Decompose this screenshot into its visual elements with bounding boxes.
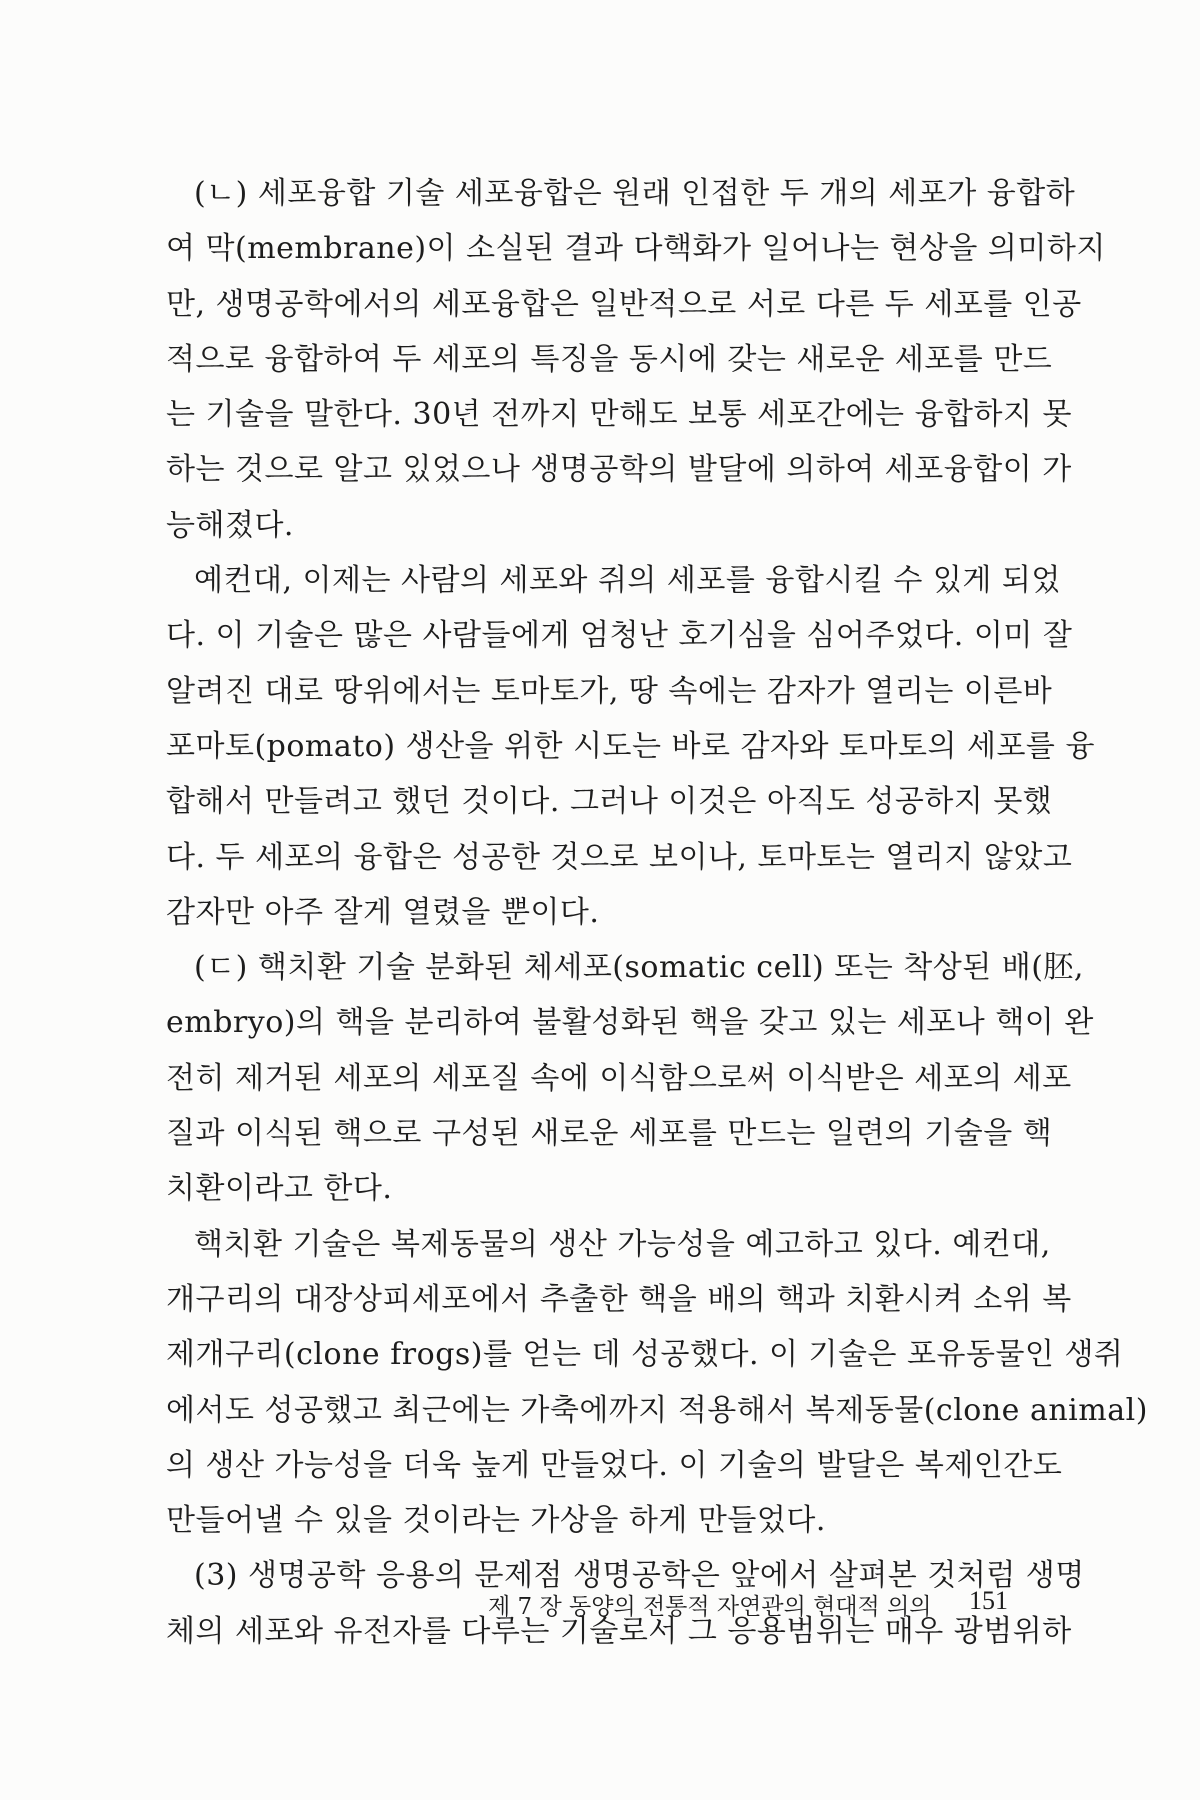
text-line: 다. 이 기술은 많은 사람들에게 엄청난 호기심을 심어주었다. 이미 잘: [166, 618, 1073, 654]
text-line: 는 기술을 말한다. 30년 전까지 만해도 보통 세포간에는 융합하지 못: [166, 397, 1073, 433]
text-line: 개구리의 대장상피세포에서 추출한 핵을 배의 핵과 치환시켜 소위 복: [166, 1281, 1072, 1317]
text-line: 여 막(membrane)이 소실된 결과 다핵화가 일어나는 현상을 의미하지: [166, 231, 1106, 267]
page-number: 151: [969, 1586, 1008, 1615]
text-line: 감자만 아주 잘게 열렸을 뿐이다.: [166, 894, 600, 930]
text-line: 능해졌다.: [166, 507, 294, 543]
text-line: 질과 이식된 핵으로 구성된 새로운 세포를 만드는 일련의 기술을 핵: [166, 1116, 1053, 1152]
text-line: 만들어낼 수 있을 것이라는 가상을 하게 만들었다.: [166, 1503, 826, 1539]
text-line: 다. 두 세포의 융합은 성공한 것으로 보이나, 토마토는 열리지 않았고: [166, 839, 1073, 875]
text-line: 제개구리(clone frogs)를 얻는 데 성공했다. 이 기술은 포유동물인 생쥐: [166, 1337, 1124, 1373]
text-line: 알려진 대로 땅위에서는 토마토가, 땅 속에는 감자가 열리는 이른바: [166, 673, 1053, 709]
text-line: (ㄴ) 세포융합 기술 세포융합은 원래 인접한 두 개의 세포가 융합하: [194, 176, 1076, 211]
text-line: 적으로 융합하여 두 세포의 특징을 동시에 갖는 새로운 세포를 만드: [166, 341, 1053, 377]
text-line: embryo)의 핵을 분리하여 불활성화된 핵을 갖고 있는 세포나 핵이 완: [166, 1005, 1094, 1041]
text-line: 포마토(pomato) 생산을 위한 시도는 바로 감자와 토마토의 세포를 융: [166, 728, 1095, 764]
text-line: 만, 생명공학에서의 세포융합은 일반적으로 서로 다른 두 세포를 인공: [166, 286, 1082, 322]
text-line: 전히 제거된 세포의 세포질 속에 이식함으로써 이식받은 세포의 세포: [166, 1060, 1072, 1096]
text-line: 의 생산 가능성을 더욱 높게 만들었다. 이 기술의 발달은 복제인간도: [166, 1447, 1063, 1483]
text-line: 체의 세포와 유전자를 다루는 기술로서 그 응용범위는 매우 광범위하: [166, 1613, 1072, 1649]
text-line: 예컨대, 이제는 사람의 세포와 쥐의 세포를 융합시킬 수 있게 되었: [194, 563, 1061, 599]
text-line: (ㄷ) 핵치환 기술 분화된 체세포(somatic cell) 또는 착상된 배(胚,: [194, 950, 1084, 986]
text-line: 핵치환 기술은 복제동물의 생산 가능성을 예고하고 있다. 예컨대,: [194, 1226, 1051, 1262]
text-line: 합해서 만들려고 했던 것이다. 그러나 이것은 아직도 성공하지 못했: [166, 784, 1053, 820]
text-line: (3) 생명공학 응용의 문제점 생명공학은 앞에서 살펴본 것처럼 생명: [194, 1558, 1085, 1594]
text-line: 에서도 성공했고 최근에는 가축에까지 적용해서 복제동물(clone animal): [166, 1392, 1148, 1428]
running-footer: [488, 1588, 1008, 1621]
chapter-title: 제 7 장 동양의 전통적 자연관의 현대적 의의: [488, 1594, 932, 1620]
text-line: 하는 것으로 알고 있었으나 생명공학의 발달에 의하여 세포융합이 가: [166, 452, 1072, 488]
body-text: [166, 166, 1148, 1659]
text-line: 치환이라고 한다.: [166, 1171, 393, 1207]
